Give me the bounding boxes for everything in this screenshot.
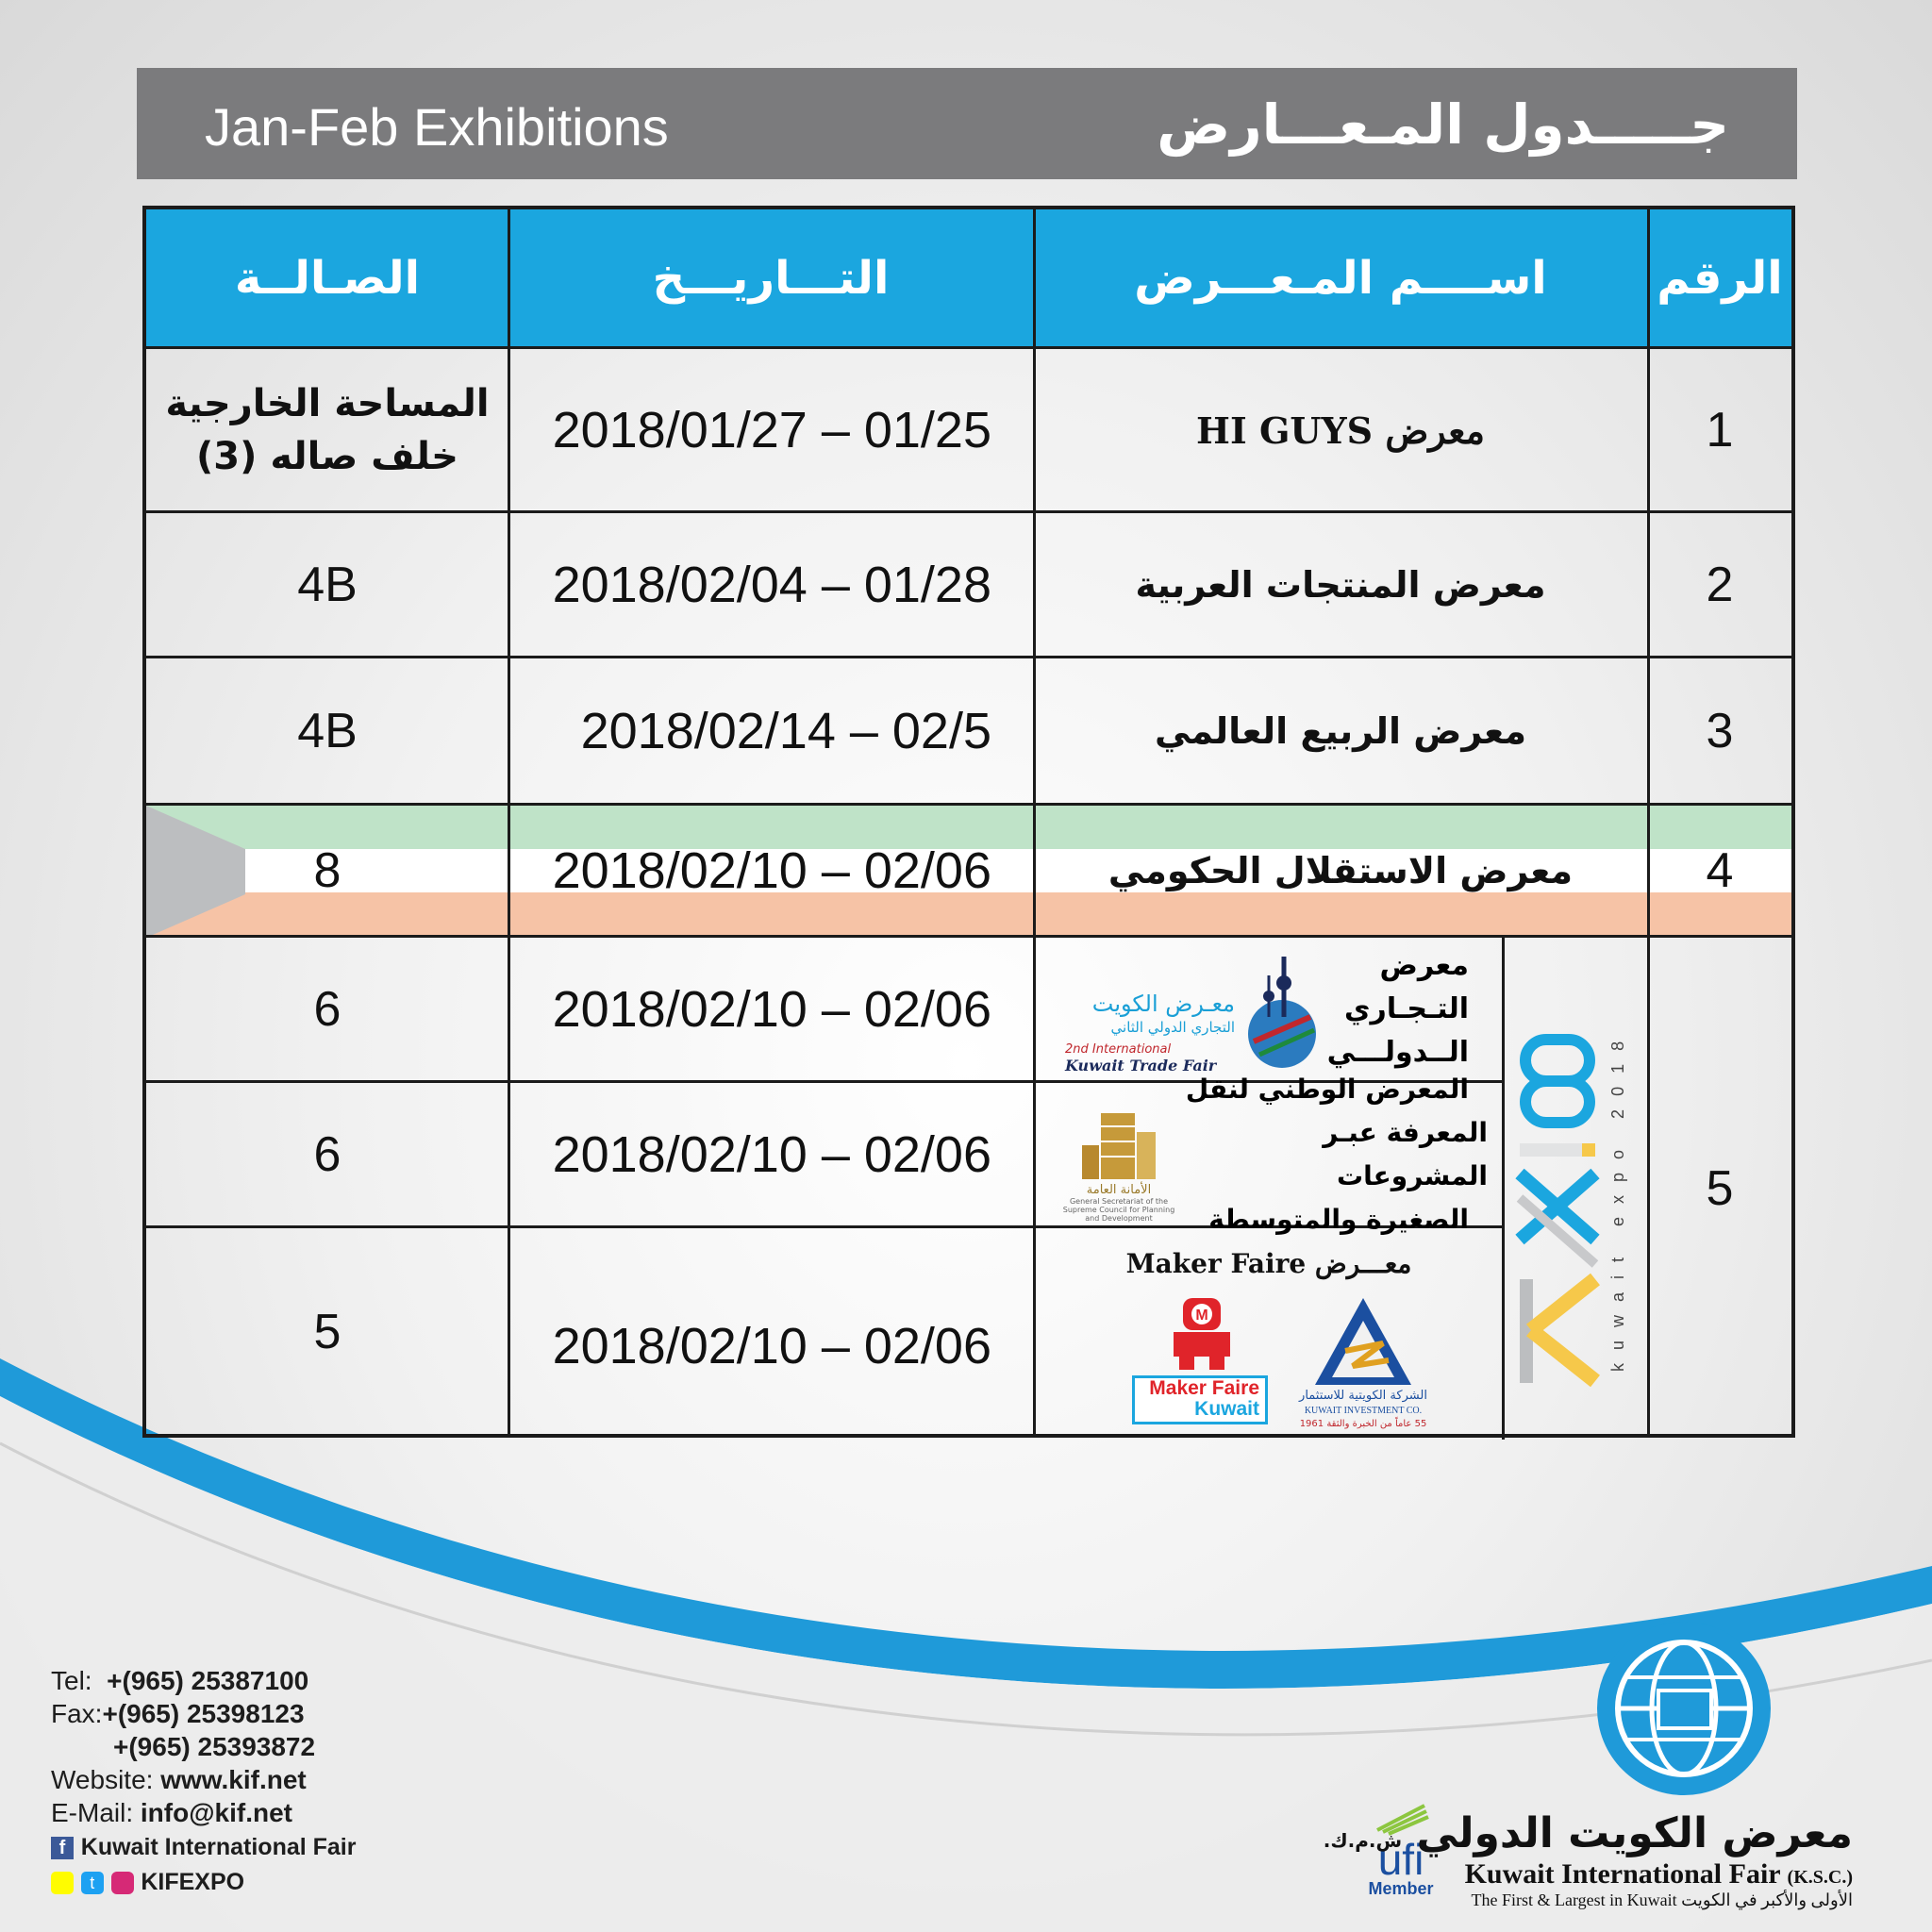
logo-text-ar: الأمانة العامة	[1086, 1183, 1152, 1197]
robot-icon	[1166, 1294, 1238, 1370]
title-bar	[137, 68, 1797, 179]
col-number: الرقم	[1657, 252, 1783, 305]
kic-text-ar: الشركة الكويتية للاستثمار	[1299, 1389, 1427, 1403]
date-cell: 2018/02/10 – 02/06	[552, 981, 991, 1038]
name-line: التـجـاري	[1344, 992, 1469, 1025]
name-line: معرض	[1379, 949, 1469, 982]
footer-tagline: The First & Largest in Kuwait الأولى والأكبر في الكويت	[1471, 1890, 1853, 1909]
hall-cell: خلف صاله (3)	[196, 435, 458, 478]
exhibitions-table	[142, 206, 1795, 1438]
row-number: 1	[1706, 403, 1734, 458]
exhibition-name: معرض الربيع العالمي	[1154, 710, 1527, 752]
exhibition-name: معرض الاستقلال الحكومي	[1108, 850, 1574, 891]
title-ar: جـــــدول المـعـــارض	[1157, 92, 1729, 157]
kic-logo	[1292, 1294, 1434, 1436]
fax-number-1[interactable]: +(965) 25398123	[102, 1699, 305, 1728]
footer-name-ar-text: معرض الكويت الدولي	[1416, 1809, 1853, 1857]
footer-ksc-en: (K.S.C.)	[1787, 1867, 1853, 1888]
title-en: Jan-Feb Exhibitions	[205, 97, 669, 157]
row-number: 3	[1706, 704, 1734, 758]
kif-globe-icon	[1594, 1619, 1774, 1798]
building-icon	[1059, 1098, 1178, 1179]
hall-cell: 5	[313, 1305, 341, 1359]
kic-text-sub: 55 عاماً من الخبرة والثقة 1961	[1299, 1419, 1427, 1429]
name-line: الــدولـــي	[1326, 1036, 1469, 1069]
exhibition-name	[1184, 1074, 1501, 1235]
facebook-icon[interactable]: f	[51, 1837, 74, 1859]
date-cell: 2018/02/10 – 02/06	[552, 842, 991, 899]
footer-ksc-ar: ش.م.ك.	[1323, 1829, 1403, 1852]
hall-cell: 6	[313, 982, 341, 1037]
date-cell: 2018/02/14 – 02/5	[580, 703, 991, 759]
exhibition-name: معرض المنتجات العربية	[1135, 564, 1546, 606]
tel-number[interactable]: +(965) 25387100	[107, 1666, 309, 1695]
kuwait-trade-fair-logo	[1052, 951, 1316, 1074]
date-cell: 2018/02/10 – 02/06	[552, 1126, 991, 1183]
table-row	[146, 349, 508, 511]
row-number: 4	[1706, 843, 1734, 898]
ufi-member: Member	[1368, 1879, 1434, 1898]
hall-cell: 4B	[297, 558, 358, 612]
kic-text-en: KUWAIT INVESTMENT CO.	[1304, 1406, 1423, 1416]
social-handle[interactable]: KIFEXPO	[141, 1869, 245, 1895]
tel-label: Tel:	[51, 1666, 92, 1695]
email-label: E-Mail:	[51, 1798, 134, 1827]
logo-text-en: General Secretariat of the Supreme Council for Planning and Development	[1062, 1197, 1175, 1223]
date-cell: 2018/01/27 – 01/25	[552, 402, 991, 458]
facebook-page[interactable]: Kuwait International Fair	[80, 1834, 357, 1860]
row-number: 5	[1706, 1161, 1734, 1216]
hall-cell: المساحة الخارجية	[165, 382, 490, 425]
col-name: اســــم المـعـــرض	[1134, 252, 1547, 305]
maker-faire-label: Maker Faire	[1149, 1377, 1259, 1399]
logo-text-ar2: التجاري الدولي الثاني	[1110, 1019, 1235, 1036]
fax-label: Fax:	[51, 1699, 103, 1728]
maker-faire-kuwait: Kuwait	[1194, 1398, 1259, 1420]
exhibition-name: معـــرض Maker Faire	[1125, 1247, 1412, 1279]
name-line: المعرفة عبـر المشروعات	[1323, 1117, 1488, 1191]
exhibition-name: معرض HI GUYS	[1196, 408, 1485, 452]
website-label: Website:	[51, 1765, 154, 1794]
kx18-logo	[1505, 938, 1648, 1441]
secretariat-logo	[1059, 1098, 1178, 1223]
maker-faire-logo	[1132, 1294, 1272, 1436]
date-cell: 2018/02/10 – 02/06	[552, 1318, 991, 1374]
hall-cell: 4B	[297, 704, 358, 758]
name-line: الصغيرة والمتوسطة	[1208, 1204, 1469, 1235]
col-hall: الصـالــة	[234, 252, 421, 305]
logo-text-en2: Kuwait Trade Fair	[1065, 1057, 1217, 1074]
kx-label: kuwait expo 2018	[1608, 1027, 1627, 1372]
footer-name-en-text: Kuwait International Fair	[1464, 1858, 1781, 1890]
svg-text:M: M	[1195, 1307, 1208, 1324]
ufi-text: ufi	[1377, 1835, 1424, 1884]
kuwait-towers-icon	[1239, 951, 1316, 1074]
name-line: المعرض الوطني لنقل	[1185, 1074, 1469, 1105]
maker-faire-label-box	[1132, 1375, 1268, 1424]
instagram-icon[interactable]	[111, 1872, 134, 1894]
snapchat-icon[interactable]	[51, 1872, 74, 1894]
logo-text-en1: 2nd International	[1065, 1042, 1172, 1057]
row-number: 2	[1706, 558, 1734, 612]
footer-name-en	[1465, 1858, 1853, 1890]
exhibition-name	[1316, 938, 1501, 1081]
logo-text-ar1: معـرض الكويت	[1091, 991, 1235, 1017]
footer-name-ar	[1324, 1809, 1853, 1857]
kx18-mark-icon	[1512, 1032, 1603, 1391]
date-cell: 2018/02/04 – 01/28	[552, 557, 991, 613]
col-date: التـــاريـــخ	[652, 252, 890, 305]
website-link[interactable]: www.kif.net	[160, 1765, 307, 1794]
email-link[interactable]: info@kif.net	[140, 1798, 292, 1827]
hall-cell: 8	[313, 843, 341, 898]
fax-number-2[interactable]: +(965) 25393872	[113, 1732, 316, 1761]
contact-info	[51, 1664, 356, 1899]
twitter-icon[interactable]: t	[81, 1872, 104, 1894]
hall-cell: 6	[313, 1127, 341, 1182]
kic-triangle-icon	[1311, 1294, 1415, 1389]
